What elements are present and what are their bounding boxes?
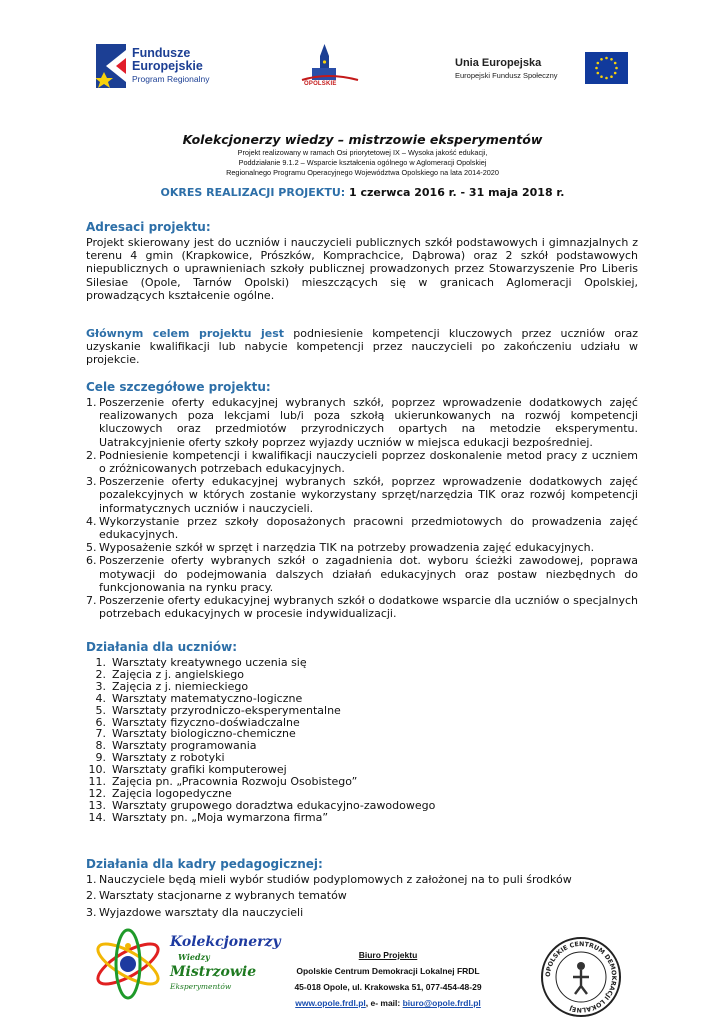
period-value: 1 czerwca 2016 r. - 31 maja 2018 r. bbox=[349, 186, 565, 199]
list-item: 7. Poszerzenie oferty edukacyjnej wybranych szkół o dodatkowe wsparcie dla uczniów o specjalnych potrzebach edukacyjnych w procesie indywidualizacji. bbox=[86, 594, 638, 621]
ocdl-stamp bbox=[540, 936, 622, 1018]
uczniowie-list bbox=[86, 657, 638, 824]
list-item: 5. Warsztaty przyrodniczo-eksperymentalne bbox=[95, 703, 341, 717]
kadra-list bbox=[86, 872, 638, 921]
ue-line-1: Unia Europejska bbox=[455, 57, 542, 69]
list-item: 7. Warsztaty biologiczno-chemiczne bbox=[95, 727, 296, 741]
logo-eksperymentow: Eksperymentów bbox=[170, 982, 232, 991]
logo-wiedzy: Wiedzy bbox=[178, 952, 210, 962]
list-item: 9. Warsztaty z robotyki bbox=[95, 751, 225, 765]
contact-separator: , e- mail: bbox=[365, 998, 403, 1008]
list-item: 11. Zajęcia pn. „Pracownia Rozwoju Osobistego” bbox=[88, 775, 358, 789]
main-goal-lead: Głównym celem projektu jest bbox=[86, 327, 285, 340]
list-item: 1. Warsztaty kreatywnego uczenia się bbox=[95, 656, 307, 669]
opolskie-logo bbox=[298, 44, 368, 96]
list-item: 3. Wyjazdowe warsztaty dla nauczycieli bbox=[86, 905, 304, 919]
period-label: OKRES REALIZACJI PROJEKTU: bbox=[160, 186, 346, 199]
unia-europejska-logo bbox=[455, 50, 630, 92]
main-goal-paragraph bbox=[86, 327, 638, 367]
project-period bbox=[0, 186, 725, 199]
fundusze-europejskie-logo bbox=[96, 44, 236, 94]
stamp-seal-icon bbox=[540, 936, 622, 1018]
list-item: 10. Warsztaty grafiki komputerowej bbox=[88, 763, 287, 777]
eu-flag-icon bbox=[585, 52, 628, 84]
svg-text:OPOLSKIE CENTRUM DEMOKRACJI LO: OPOLSKIE CENTRUM DEMOKRACJI LOKALNEJ bbox=[544, 940, 618, 1014]
adresaci-text: Projekt skierowany jest do uczniów i nauczycieli publicznych szkół podstawowych i gimnazjalnych z terenu 4 gmin (Krapkowice, Prószków, Komprachcice, Dąbrowa) oraz 2 szkół podstawowych niepublicznych o uprawnieniach szkoły publicznej prowadzonych przez Stowarzyszenie Pro Liberis Silesiae (Opole, Tarnów Opolski) mieszczących się w granicach Aglomeracji Opolskiej, prowadzących kształcenie ogólne. bbox=[86, 236, 638, 302]
document-title: Kolekcjonerzy wiedzy – mistrzowie eksperymentów bbox=[182, 132, 543, 147]
logo-mistrzowie: Mistrzowie bbox=[170, 964, 257, 980]
cele-list bbox=[86, 396, 638, 620]
title-subline-3: Regionalnego Programu Operacyjnego Województwa Opolskiego na lata 2014-2020 bbox=[226, 168, 499, 177]
fe-line-3: Program Regionalny bbox=[132, 74, 210, 84]
list-item: 12. Zajęcia logopedyczne bbox=[88, 786, 232, 800]
list-item: 4. Warsztaty matematyczno-logiczne bbox=[95, 691, 303, 705]
title-subline-2: Poddziałanie 9.1.2 – Wsparcie kształcenia ogólnego w Aglomeracji Opolskiej bbox=[238, 158, 487, 167]
office-address: 45-018 Opole, ul. Krakowska 51, 077-454-48-29 bbox=[294, 982, 482, 992]
list-item: 6. Warsztaty fizyczno-doświadczalne bbox=[95, 715, 300, 729]
fe-emblem-icon bbox=[96, 44, 126, 88]
logo-kolekcjonerzy: Kolekcjonerzy bbox=[170, 934, 281, 950]
opolskie-text: OPOLSKIE bbox=[304, 81, 337, 87]
project-office bbox=[270, 947, 506, 1011]
office-title: Biuro Projektu bbox=[358, 950, 418, 960]
list-item: 2. Zajęcia z j. angielskiego bbox=[95, 667, 244, 681]
list-item: 2. Warsztaty stacjonarne z wybranych tematów bbox=[86, 889, 347, 903]
cele-heading: Cele szczegółowe projektu: bbox=[86, 380, 271, 394]
uczniowie-heading: Działania dla uczniów: bbox=[86, 640, 238, 654]
main-goal-text: podniesienie kompetencji kluczowych przez uczniów oraz uzyskanie kwalifikacji lub nabycie kompetencji przez nauczycieli po zakończeniu udziału w projekcie. bbox=[86, 327, 638, 367]
list-item: 13. Warsztaty grupowego doradztwa edukacyjno-zawodowego bbox=[88, 798, 436, 812]
list-item: 4. Wykorzystanie przez szkoły doposażonych pracowni przedmiotowych do prowadzenia zajęć edukacyjnych. bbox=[86, 514, 638, 542]
ue-line-2: Europejski Fundusz Społeczny bbox=[455, 71, 558, 80]
list-item: 8. Warsztaty programowania bbox=[95, 739, 257, 753]
list-item: 1. Poszerzenie oferty edukacyjnej wybranych szkół, poprzez wprowadzenie dodatkowych zajęć realizowanych poza lekcjami lub/i poza szkołą ukierunkowanych na rozwój kompetencji kluczowych oraz przedmiotów przyrodniczych opartych na metodzie eksperymentu. Uatrakcyjnienie oferty szkoły poprzez wyjazdy uczniów w miejsca edukacji bezpośredniej. bbox=[86, 396, 638, 449]
opolskie-tower-icon bbox=[298, 44, 368, 84]
fe-line-1: Fundusze bbox=[132, 46, 191, 60]
list-item: 5. Wyposażenie szkół w sprzęt i narzędzia TIK na potrzeby prowadzenia zajęć edukacyjnych. bbox=[86, 541, 595, 555]
list-item: 6. Poszerzenie oferty wybranych szkół o zagadnienia dot. wyboru ścieżki zawodowej, poprawa motywacji do podejmowania dalszych działań edukacyjnych oraz postaw niezbędnych do funkcjonowania na rynku pracy. bbox=[86, 554, 638, 594]
office-email-link[interactable]: biuro@opole.frdl.pl bbox=[402, 998, 481, 1008]
title-subline-1: Projekt realizowany w ramach Osi priorytetowej IX – Wysoka jakość edukacji, bbox=[237, 148, 488, 157]
atom-icon bbox=[88, 928, 168, 1000]
adresaci-heading: Adresaci projektu: bbox=[86, 220, 211, 234]
kolekcjonerzy-logo bbox=[88, 928, 281, 1000]
fe-line-2: Europejskie bbox=[132, 59, 203, 73]
office-contact bbox=[270, 995, 506, 1011]
list-item: 14. Warsztaty pn. „Moja wymarzona firma” bbox=[88, 810, 329, 824]
office-name: Opolskie Centrum Demokracji Lokalnej FRDL bbox=[296, 966, 480, 976]
office-website-link[interactable]: www.opole.frdl.pl bbox=[295, 998, 366, 1008]
list-item: 3. Poszerzenie oferty edukacyjnej wybranych szkół, poprzez wprowadzenie dodatkowych zajęć pozalekcyjnych w których zostanie wykorzystany sprzęt/narzędzia TIK oraz rozwój kompetencji informatycznych uczniów i nauczycieli. bbox=[86, 475, 638, 515]
list-item: 2. Podniesienie kompetencji i kwalifikacji nauczycieli poprzez doskonalenie metod pracy z uczniem o zróżnicowanych potrzebach edukacyjnych. bbox=[86, 448, 638, 476]
list-item: 1. Nauczyciele będą mieli wybór studiów podyplomowych z założonej na to puli środków bbox=[86, 873, 572, 886]
kadra-heading: Działania dla kadry pedagogicznej: bbox=[86, 857, 323, 871]
list-item: 3. Zajęcia z j. niemieckiego bbox=[95, 679, 249, 693]
